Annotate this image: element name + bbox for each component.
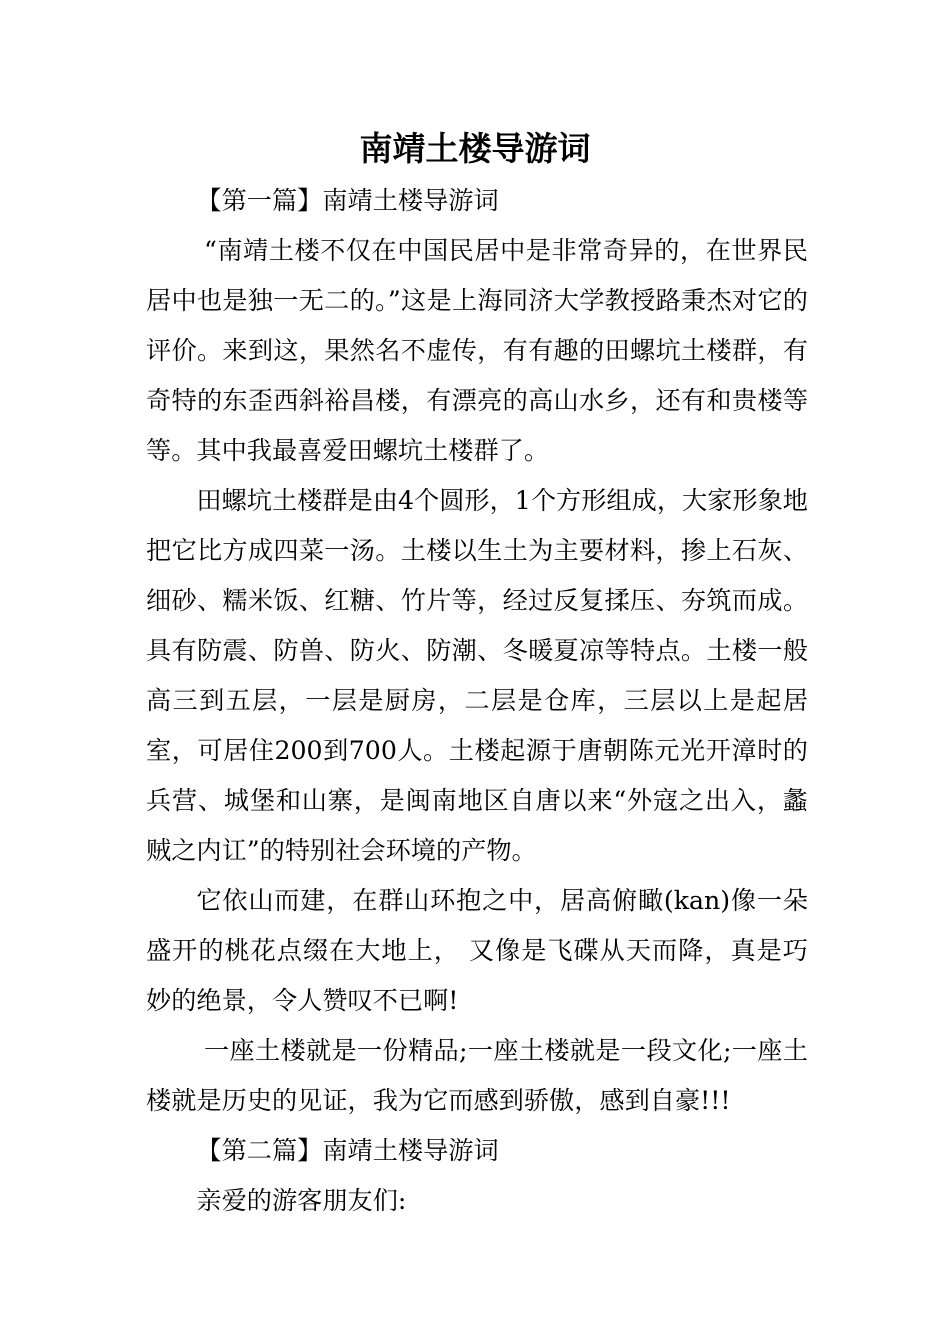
document-body bbox=[146, 176, 808, 1226]
section-1-paragraph-2: 田螺坑土楼群是由4个圆形，1个方形组成，大家形象地把它比方成四菜一汤。土楼以生土为主要材料，掺上石灰、细砂、糯米饭、红糖、竹片等，经过反复揉压、夯筑而成。具有防震、防兽、防火、防潮、冬暖夏凉等特点。土楼一般高三到五层，一层是厨房，二层是仓库，三层以上是起居室，可居住200到700人。土楼起源于唐朝陈元光开漳时的兵营、城堡和山寨，是闽南地区自唐以来“外寇之出入，蠡贼之内讧”的特别社会环境的产物。 bbox=[146, 486, 808, 865]
section-1-paragraph-3: 它依山而建，在群山环抱之中，居高俯瞰(kan)像一朵盛开的桃花点缀在大地上， 又像是飞碟从天而降，真是巧妙的绝景，令人赞叹不已啊! bbox=[146, 886, 808, 1015]
section-2-heading: 【第二篇】南靖土楼导游词 bbox=[196, 1136, 499, 1165]
document-title: 南靖土楼导游词 bbox=[359, 129, 591, 168]
section-2-paragraph-1: 亲爱的游客朋友们: bbox=[196, 1186, 407, 1215]
section-1-paragraph-1: “南靖土楼不仅在中国民居中是非常奇异的，在世界民居中也是独一无二的。”这是上海同济大学教授路秉杰对它的评价。来到这，果然名不虚传，有有趣的田螺坑土楼群，有奇特的东歪西斜裕昌楼，有漂亮的高山水乡，还有和贵楼等等。其中我最喜爱田螺坑土楼群了。 bbox=[146, 236, 808, 465]
section-1-paragraph-4: 一座土楼就是一份精品;一座土楼就是一段文化;一座土楼就是历史的见证，我为它而感到骄傲，感到自豪!!! bbox=[146, 1036, 808, 1115]
section-1-heading: 【第一篇】南靖土楼导游词 bbox=[196, 186, 499, 215]
